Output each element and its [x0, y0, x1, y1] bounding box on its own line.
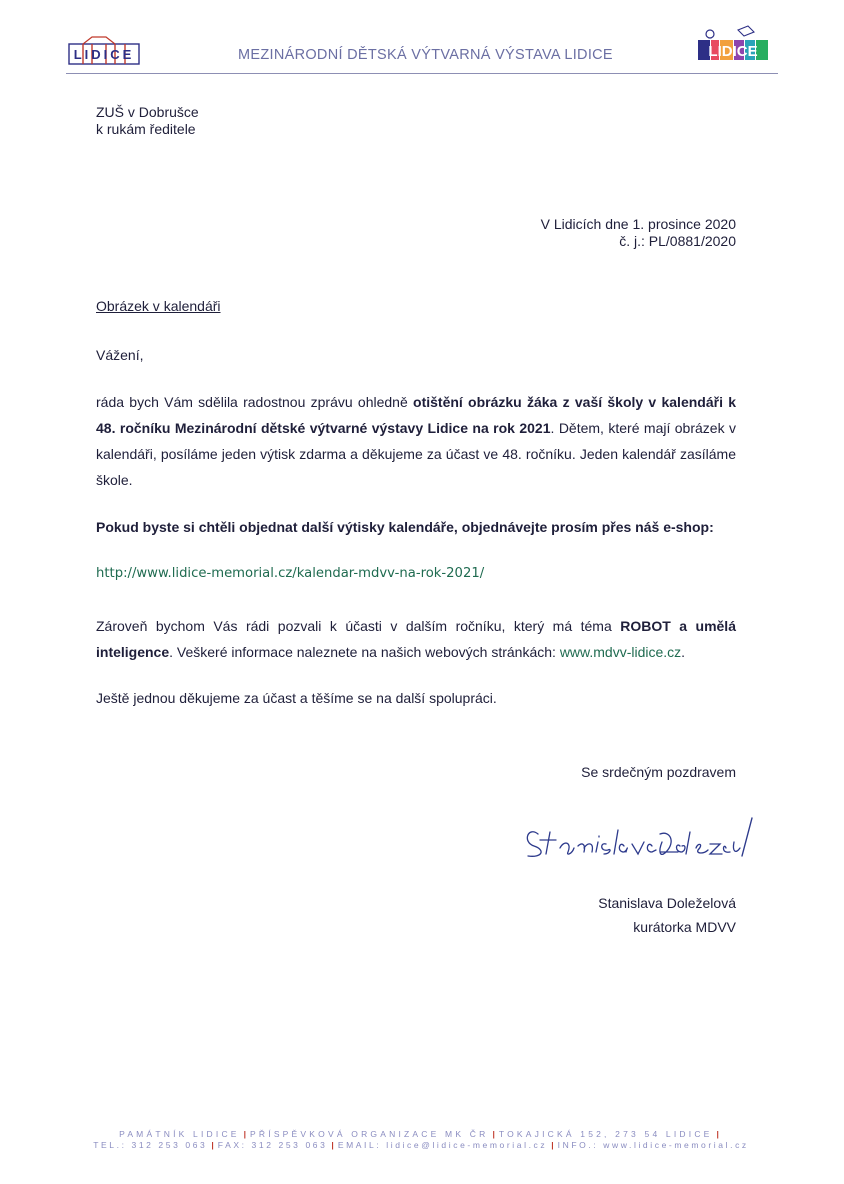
reference-number: č. j.: PL/0881/2020: [619, 233, 736, 249]
paragraph-1: [96, 389, 736, 493]
recipient-line-2: k rukám ředitele: [96, 121, 196, 137]
paragraph-1-highlight: otištění obrázku žáka z vaší školy v kalendáři k 48. ročníku Mezinárodní dětské výtvarné výstavy Lidice na rok 2021: [96, 394, 737, 436]
footer-separator: |: [551, 1140, 554, 1150]
signatory-name: Stanislava Doleželová: [598, 895, 736, 911]
lidice-logo-left: [68, 34, 140, 66]
footer-fax: FAX: 312 253 063: [217, 1140, 328, 1150]
paragraph-3-text-b: . Veškeré informace naleznete na našich webových stránkách:: [169, 644, 560, 660]
mdvv-website-link[interactable]: www.mdvv-lidice.cz: [559, 644, 682, 660]
header-divider: [66, 73, 778, 74]
footer-separator: |: [211, 1140, 214, 1150]
footer-address: TOKAJICKÁ 152, 273 54 LIDICE: [498, 1129, 713, 1139]
footer-institution: PAMÁTNÍK LIDICE: [119, 1129, 240, 1139]
footer-separator: |: [243, 1129, 247, 1139]
subject-line: Obrázek v kalendáři: [96, 298, 221, 314]
footer-phone: TEL.: 312 253 063: [93, 1140, 208, 1150]
footer-line-2: [56, 1140, 786, 1150]
paragraph-3: [96, 613, 736, 665]
paragraph-3-text-a: Zároveň bychom Vás rádi pozvali k účasti v dalším ročníku, který má téma: [96, 618, 621, 634]
signatory-role: kurátorka MDVV: [633, 919, 736, 935]
eshop-notice: Pokud byste si chtěli objednat další výtisky kalendáře, objednávejte prosím přes náš e-shop:: [96, 519, 714, 535]
letter-date: V Lidicích dne 1. prosince 2020: [540, 216, 736, 232]
paragraph-3-text-c: .: [681, 644, 686, 660]
lidice-logo-right: [694, 24, 772, 64]
paragraph-2: [96, 514, 736, 540]
footer-organization: PŘÍSPĚVKOVÁ ORGANIZACE MK ČR: [250, 1129, 489, 1139]
calendar-eshop-link[interactable]: http://www.lidice-memorial.cz/kalendar-mdvv-na-rok-2021/: [96, 566, 485, 581]
paragraph-1-text-b: . Dětem, které mají obrázek v kalendáři, posíláme jeden výtisk zdarma a děkujeme za účast ve 48. ročníku. Jeden kalendář zasíláme škole.: [96, 420, 736, 488]
paragraph-4: Ještě jednou děkujeme za účast a těšíme se na další spolupráci.: [96, 690, 497, 706]
footer-email[interactable]: EMAIL: lidice@lidice-memorial.cz: [337, 1140, 548, 1150]
closing-regards: Se srdečným pozdravem: [581, 764, 736, 780]
footer-separator: |: [331, 1140, 334, 1150]
next-year-theme: ROBOT a umělá inteligence: [96, 618, 736, 660]
footer-separator: |: [716, 1129, 719, 1139]
footer-separator: |: [492, 1129, 495, 1139]
recipient-line-1: ZUŠ v Dobrušce: [96, 104, 199, 120]
header-title: MEZINÁRODNÍ DĚTSKÁ VÝTVARNÁ VÝSTAVA LIDICE: [238, 47, 613, 63]
handwritten-signature: [520, 812, 760, 872]
footer-line-1: [56, 1129, 786, 1139]
paragraph-1-text-a: ráda bych Vám sdělila radostnou zprávu ohledně: [96, 394, 414, 410]
svg-text:LIDICE: LIDICE: [708, 43, 758, 60]
footer-website[interactable]: INFO.: www.lidice-memorial.cz: [557, 1140, 749, 1150]
svg-text:LIDICE: LIDICE: [73, 47, 135, 62]
salutation: Vážení,: [96, 347, 144, 363]
